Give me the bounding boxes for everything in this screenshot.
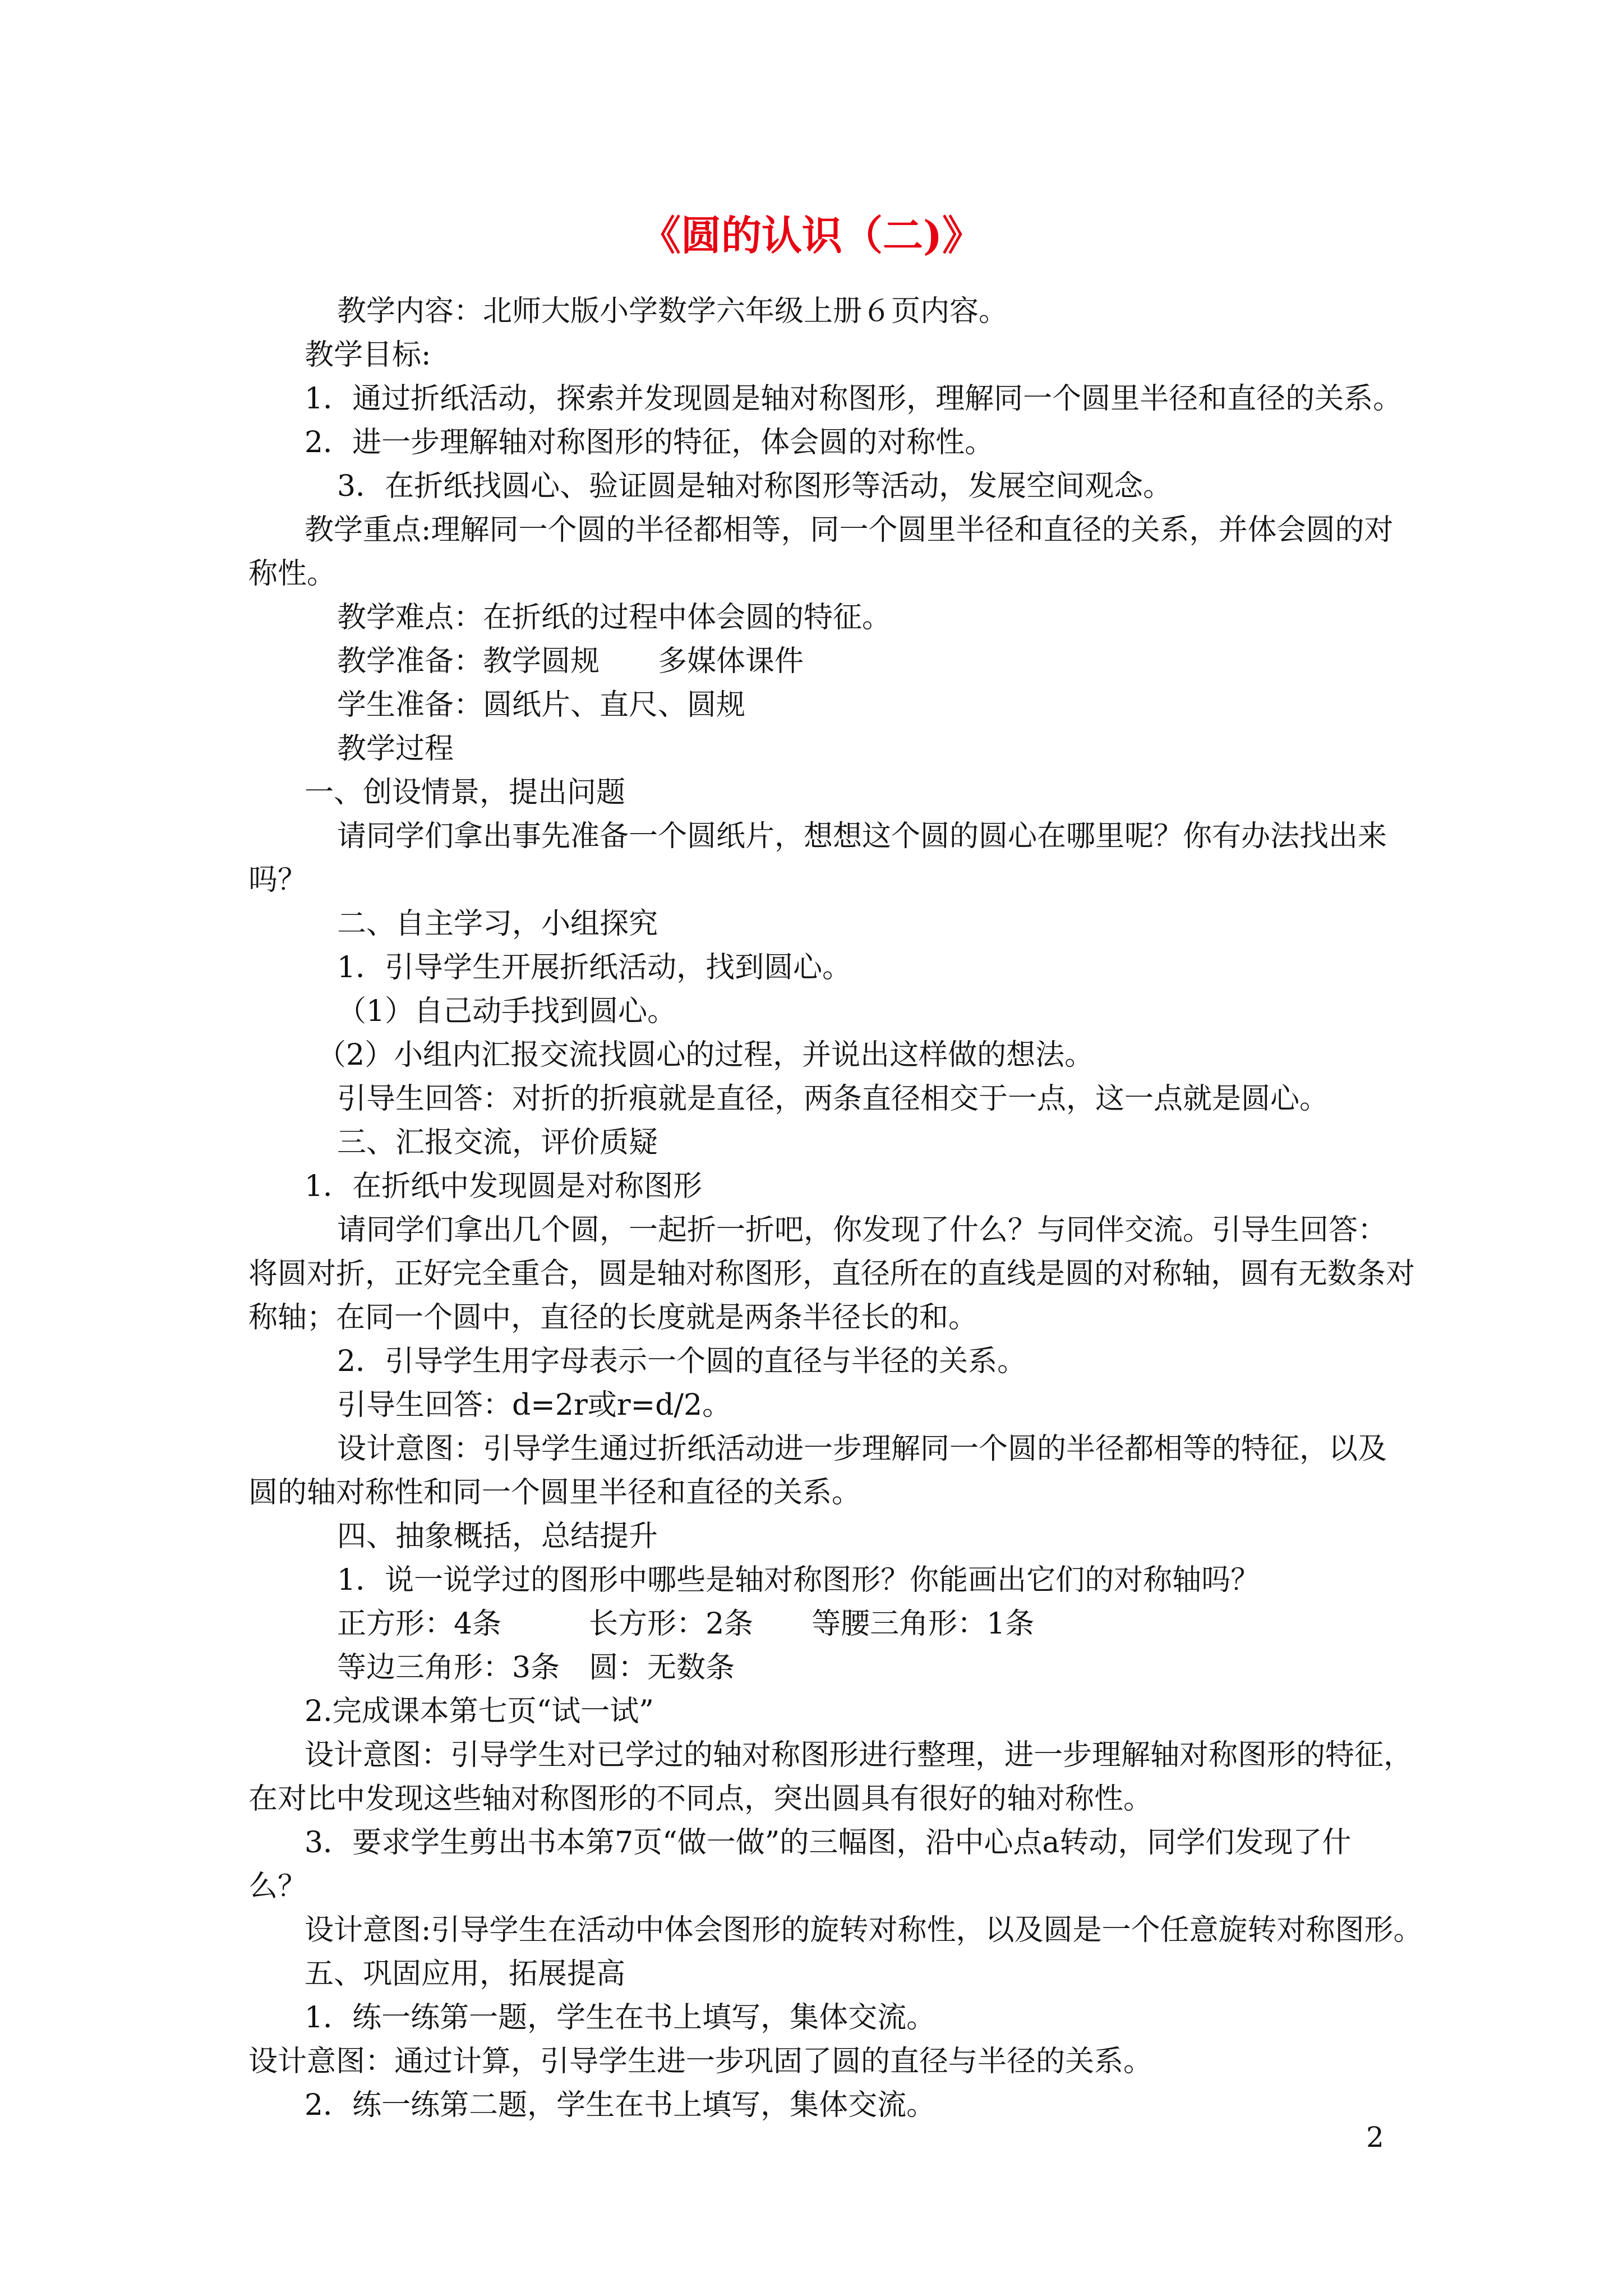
text-line: 学生准备：圆纸片、直尺、圆规 xyxy=(337,688,746,722)
text-line: （2）小组内汇报交流找圆心的过程，并说出这样做的想法。 xyxy=(317,1038,1094,1072)
text-line: 请同学们拿出事先准备一个圆纸片，想想这个圆的圆心在哪里呢？你有办法找出来 xyxy=(337,820,1387,853)
text-line: 吗？ xyxy=(248,863,307,897)
text-line: 1．通过折纸活动，探索并发现圆是轴对称图形，理解同一个圆里半径和直径的关系。 xyxy=(305,382,1403,416)
text-line: 1．练一练第一题，学生在书上填写，集体交流。 xyxy=(305,2001,936,2035)
text-line: 2．引导学生用字母表示一个圆的直径与半径的关系。 xyxy=(337,1345,1027,1378)
text-line: 2．进一步理解轴对称图形的特征，体会圆的对称性。 xyxy=(305,426,994,459)
text-line: 设计意图：通过计算，引导学生进一步巩固了圆的直径与半径的关系。 xyxy=(248,2045,1153,2078)
text-line: 教学重点:理解同一个圆的半径都相等，同一个圆里半径和直径的关系，并体会圆的对 xyxy=(305,513,1394,547)
text-line: 设计意图：引导学生通过折纸活动进一步理解同一个圆的半径都相等的特征，以及 xyxy=(337,1432,1387,1466)
page-number: 2 xyxy=(1366,2121,1384,2154)
text-line: 设计意图:引导学生在活动中体会图形的旋转对称性，以及圆是一个任意旋转对称图形。 xyxy=(305,1913,1423,1947)
text-line: 请同学们拿出几个圆，一起折一折吧，你发现了什么？与同伴交流。引导生回答： xyxy=(337,1213,1387,1247)
text-line: 1．说一说学过的图形中哪些是轴对称图形？你能画出它们的对称轴吗？ xyxy=(337,1563,1260,1597)
text-line: 四、抽象概括，总结提升 xyxy=(337,1520,658,1553)
text-line: 等边三角形：3条 圆：无数条 xyxy=(337,1651,735,1685)
document-title: 《圆的认识（二)》 xyxy=(640,211,983,259)
text-line: 三、汇报交流，评价质疑 xyxy=(337,1126,658,1159)
text-line: 3．在折纸找圆心、验证圆是轴对称图形等活动，发展空间观念。 xyxy=(337,470,1173,503)
text-line: 2.完成课本第七页“试一试” xyxy=(305,1695,654,1728)
text-line: 在对比中发现这些轴对称图形的不同点，突出圆具有很好的轴对称性。 xyxy=(248,1782,1153,1816)
text-line: 1．引导学生开展折纸活动，找到圆心。 xyxy=(337,951,852,984)
text-line: 引导生回答：对折的折痕就是直径，两条直径相交于一点，这一点就是圆心。 xyxy=(337,1082,1329,1116)
text-line: 设计意图：引导学生对已学过的轴对称图形进行整理，进一步理解轴对称图形的特征， xyxy=(305,1738,1413,1772)
text-line: 3．要求学生剪出书本第7页“做一做”的三幅图，沿中心点a转动，同学们发现了什 xyxy=(305,1826,1352,1860)
text-line: 圆的轴对称性和同一个圆里半径和直径的关系。 xyxy=(248,1476,861,1510)
text-line: 一、创设情景，提出问题 xyxy=(305,776,626,809)
text-line: 教学内容：北师大版小学数学六年级上册６页内容。 xyxy=(337,295,1008,328)
text-line: 2．练一练第二题，学生在书上填写，集体交流。 xyxy=(305,2088,936,2122)
text-line: 五、巩固应用，拓展提高 xyxy=(305,1957,626,1991)
text-line: 教学准备：教学圆规 多媒体课件 xyxy=(337,645,804,678)
text-line: （1）自己动手找到圆心。 xyxy=(337,995,677,1028)
text-line: 么？ xyxy=(248,1870,307,1903)
text-line: 二、自主学习，小组探究 xyxy=(337,907,658,941)
text-line: 教学目标: xyxy=(305,338,431,372)
text-line: 称性。 xyxy=(248,557,336,591)
text-line: 正方形：4条 长方形：2条 等腰三角形：1条 xyxy=(337,1607,1035,1641)
text-line: 教学难点：在折纸的过程中体会圆的特征。 xyxy=(337,601,892,634)
text-line: 称轴；在同一个圆中，直径的长度就是两条半径长的和。 xyxy=(248,1301,978,1335)
text-line: 教学过程 xyxy=(337,732,454,766)
text-line: 将圆对折，正好完全重合，圆是轴对称图形，直径所在的直线是圆的对称轴，圆有无数条对 xyxy=(248,1257,1415,1291)
text-line: 1．在折纸中发现圆是对称图形 xyxy=(305,1170,703,1203)
text-line: 引导生回答：d=2r或r=d/2。 xyxy=(337,1388,732,1422)
